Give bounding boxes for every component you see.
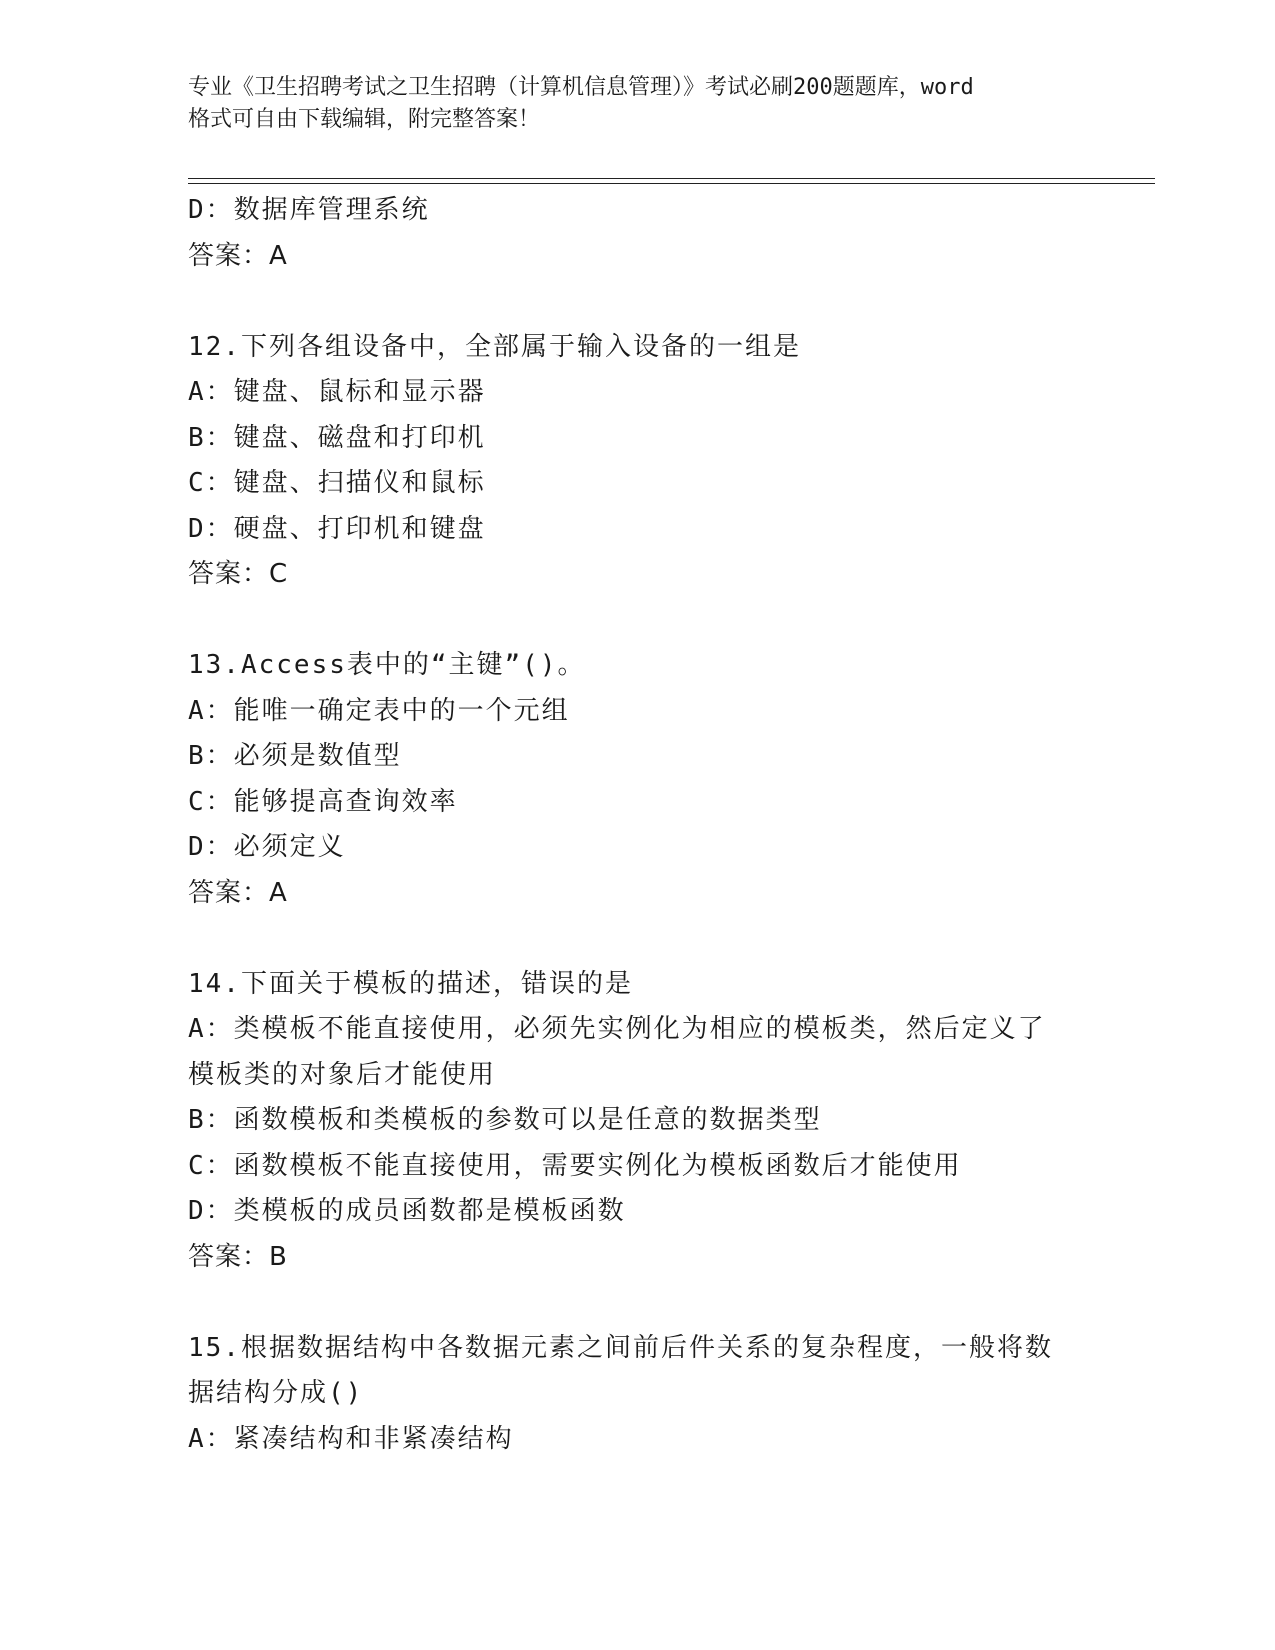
option-a: A：键盘、鼠标和显示器	[188, 377, 486, 407]
question-text: 12.下列各组设备中，全部属于输入设备的一组是	[188, 331, 801, 362]
question-text-line-2: 据结构分成()	[188, 1378, 364, 1408]
document-header	[188, 72, 1088, 136]
option-d: D：必须定义	[188, 832, 346, 862]
question-text: 14.下面关于模板的描述，错误的是	[188, 968, 633, 999]
answer: 答案：B	[188, 1241, 288, 1272]
spacer	[188, 916, 1088, 962]
option-c: C：能够提高查询效率	[188, 786, 458, 817]
option-a-line-2: 模板类的对象后才能使用	[188, 1059, 497, 1090]
question-text: 13.Access表中的“主键”()。	[188, 650, 586, 680]
header-line-2: 格式可自由下载编辑，附完整答案！	[188, 107, 541, 132]
option-b: B：必须是数值型	[188, 741, 402, 771]
question-list	[188, 188, 1088, 1462]
option-c: C：函数模板不能直接使用，需要实例化为模板函数后才能使用	[188, 1150, 962, 1181]
spacer	[188, 279, 1088, 325]
option-a-line-1: A：类模板不能直接使用，必须先实例化为相应的模板类，然后定义了	[188, 1014, 1046, 1044]
option-b: B：函数模板和类模板的参数可以是任意的数据类型	[188, 1105, 822, 1135]
question-13	[188, 643, 1088, 916]
option-b: B：键盘、磁盘和打印机	[188, 422, 486, 453]
question-text-line-1: 15.根据数据结构中各数据元素之间前后件关系的复杂程度，一般将数	[188, 1332, 1053, 1363]
option-a: A：能唯一确定表中的一个元组	[188, 695, 570, 726]
question-15	[188, 1326, 1088, 1463]
option-d: D：类模板的成员函数都是模板函数	[188, 1196, 626, 1226]
option-d: D：硬盘、打印机和键盘	[188, 513, 486, 544]
question-12	[188, 325, 1088, 598]
question-14	[188, 962, 1088, 1281]
prev-answer: 答案：A	[188, 240, 288, 271]
option-a: A：紧凑结构和非紧凑结构	[188, 1423, 514, 1454]
answer: 答案：A	[188, 877, 288, 908]
header-divider-top	[188, 178, 1155, 179]
option-c: C：键盘、扫描仪和鼠标	[188, 468, 486, 498]
header-divider-bottom	[188, 183, 1155, 184]
spacer	[188, 1280, 1088, 1326]
header-line-1: 专业《卫生招聘考试之卫生招聘（计算机信息管理）》考试必刷200题题库，word	[188, 75, 974, 100]
prev-option-d: D：数据库管理系统	[188, 195, 430, 225]
answer: 答案：C	[188, 559, 289, 589]
spacer	[188, 598, 1088, 644]
